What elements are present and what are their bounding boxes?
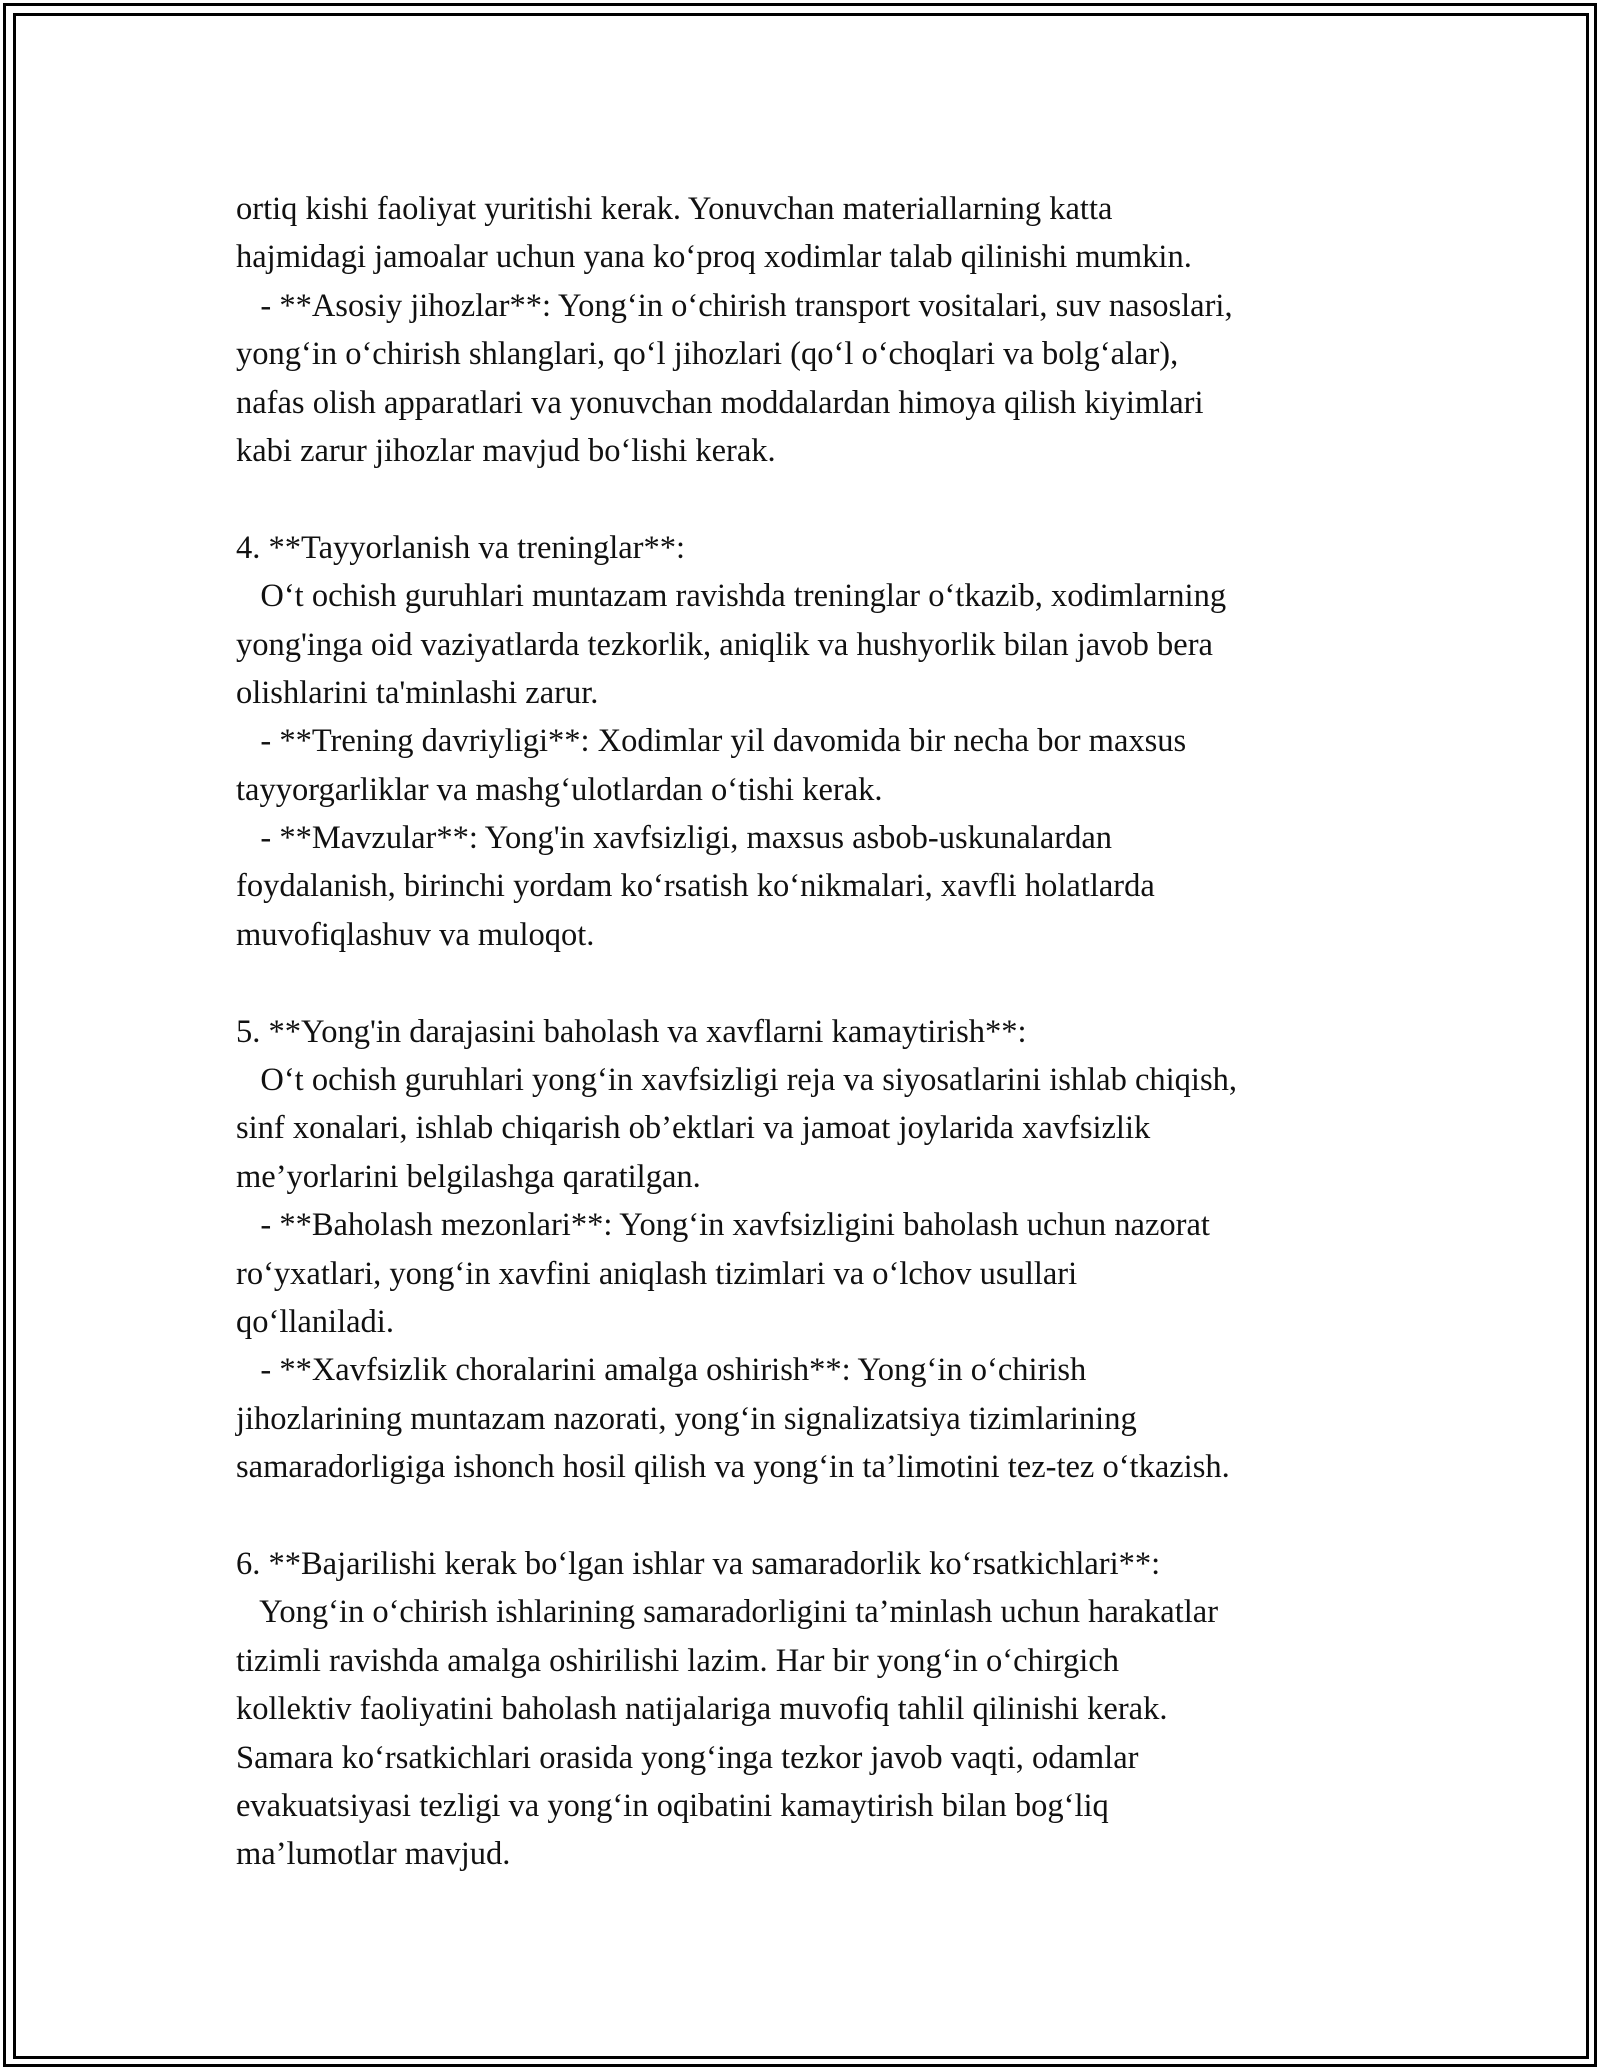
document-body (236, 185, 1396, 1879)
text-line: me’yorlarini belgilashga qaratilgan. (236, 1158, 701, 1195)
text-line: ro‘yxatlari, yong‘in xavfini aniqlash tizimlari va o‘lchov usullari (236, 1255, 1078, 1292)
paragraph (236, 1540, 1396, 1879)
text-line: 4. **Tayyorlanish va treninglar**: (236, 529, 686, 566)
text-line: samaradorligiga ishonch hosil qilish va yong‘in ta’limotini tez-tez o‘tkazish. (236, 1449, 1230, 1486)
paragraph (236, 524, 1396, 960)
text-line: yong'inga oid vaziyatlarda tezkorlik, aniqlik va hushyorlik bilan javob bera (236, 626, 1213, 663)
text-line: ortiq kishi faoliyat yuritishi kerak. Yonuvchan materiallarning katta (236, 191, 1113, 227)
text-line: tizimli ravishda amalga oshirilishi lazim. Har bir yong‘in o‘chirgich (236, 1642, 1120, 1679)
text-line: evakuatsiyasi tezligi va yong‘in oqibatini kamaytirish bilan bog‘liq (236, 1787, 1109, 1824)
text-line: kabi zarur jihozlar mavjud bo‘lishi kerak. (236, 432, 776, 469)
text-line: sinf xonalari, ishlab chiqarish ob’ektlari va jamoat joylarida xavfsizlik (236, 1110, 1151, 1147)
text-line: foydalanish, birinchi yordam ko‘rsatish ko‘nikmalari, xavfli holatlarda (236, 868, 1155, 905)
paragraph-spacer (236, 959, 1396, 1007)
text-line: - **Baholash mezonlari**: Yong‘in xavfsizligini baholash uchun nazorat (236, 1207, 1210, 1244)
text-line: O‘t ochish guruhlari muntazam ravishda treninglar o‘tkazib, xodimlarning (236, 578, 1227, 615)
paragraph-spacer (236, 1492, 1396, 1540)
text-line: - **Xavfsizlik choralarini amalga oshirish**: Yong‘in o‘chirish (236, 1352, 1087, 1389)
text-line: nafas olish apparatlari va yonuvchan moddalardan himoya qilish kiyimlari (236, 384, 1204, 421)
paragraph-spacer (236, 475, 1396, 523)
text-line: - **Asosiy jihozlar**: Yong‘in o‘chirish transport vositalari, suv nasoslari, (236, 287, 1233, 324)
text-line: tayyorgarliklar va mashg‘ulotlardan o‘tishi kerak. (236, 771, 883, 808)
text-line: jihozlarining muntazam nazorati, yong‘in signalizatsiya tizimlarining (236, 1400, 1137, 1437)
paragraph (236, 1008, 1396, 1492)
text-line: 5. **Yong'in darajasini baholash va xavflarni kamaytirish**: (236, 1013, 1027, 1050)
text-line: Yong‘in o‘chirish ishlarining samaradorligini ta’minlash uchun harakatlar (236, 1594, 1219, 1631)
text-line: ma’lumotlar mavjud. (236, 1836, 511, 1873)
text-line: olishlarini ta'minlashi zarur. (236, 674, 599, 711)
text-line: O‘t ochish guruhlari yong‘in xavfsizligi reja va siyosatlarini ishlab chiqish, (236, 1062, 1237, 1099)
text-line: muvofiqlashuv va muloqot. (236, 916, 595, 953)
text-line: yong‘in o‘chirish shlanglari, qo‘l jihozlari (qo‘l o‘choqlari va bolg‘alar), (236, 336, 1179, 373)
paragraph (236, 185, 1396, 475)
text-line: qo‘llaniladi. (236, 1303, 394, 1340)
text-line: Samara ko‘rsatkichlari orasida yong‘inga tezkor javob vaqti, odamlar (236, 1739, 1139, 1776)
text-line: - **Mavzular**: Yong'in xavfsizligi, maxsus asbob-uskunalardan (236, 820, 1113, 857)
text-line: 6. **Bajarilishi kerak bo‘lgan ishlar va samaradorlik ko‘rsatkichlari**: (236, 1545, 1161, 1582)
text-line: kollektiv faoliyatini baholash natijalariga muvofiq tahlil qilinishi kerak. (236, 1691, 1168, 1728)
text-line: hajmidagi jamoalar uchun yana ko‘proq xodimlar talab qilinishi mumkin. (236, 239, 1192, 276)
text-line: - **Trening davriyligi**: Xodimlar yil davomida bir necha bor maxsus (236, 723, 1187, 760)
